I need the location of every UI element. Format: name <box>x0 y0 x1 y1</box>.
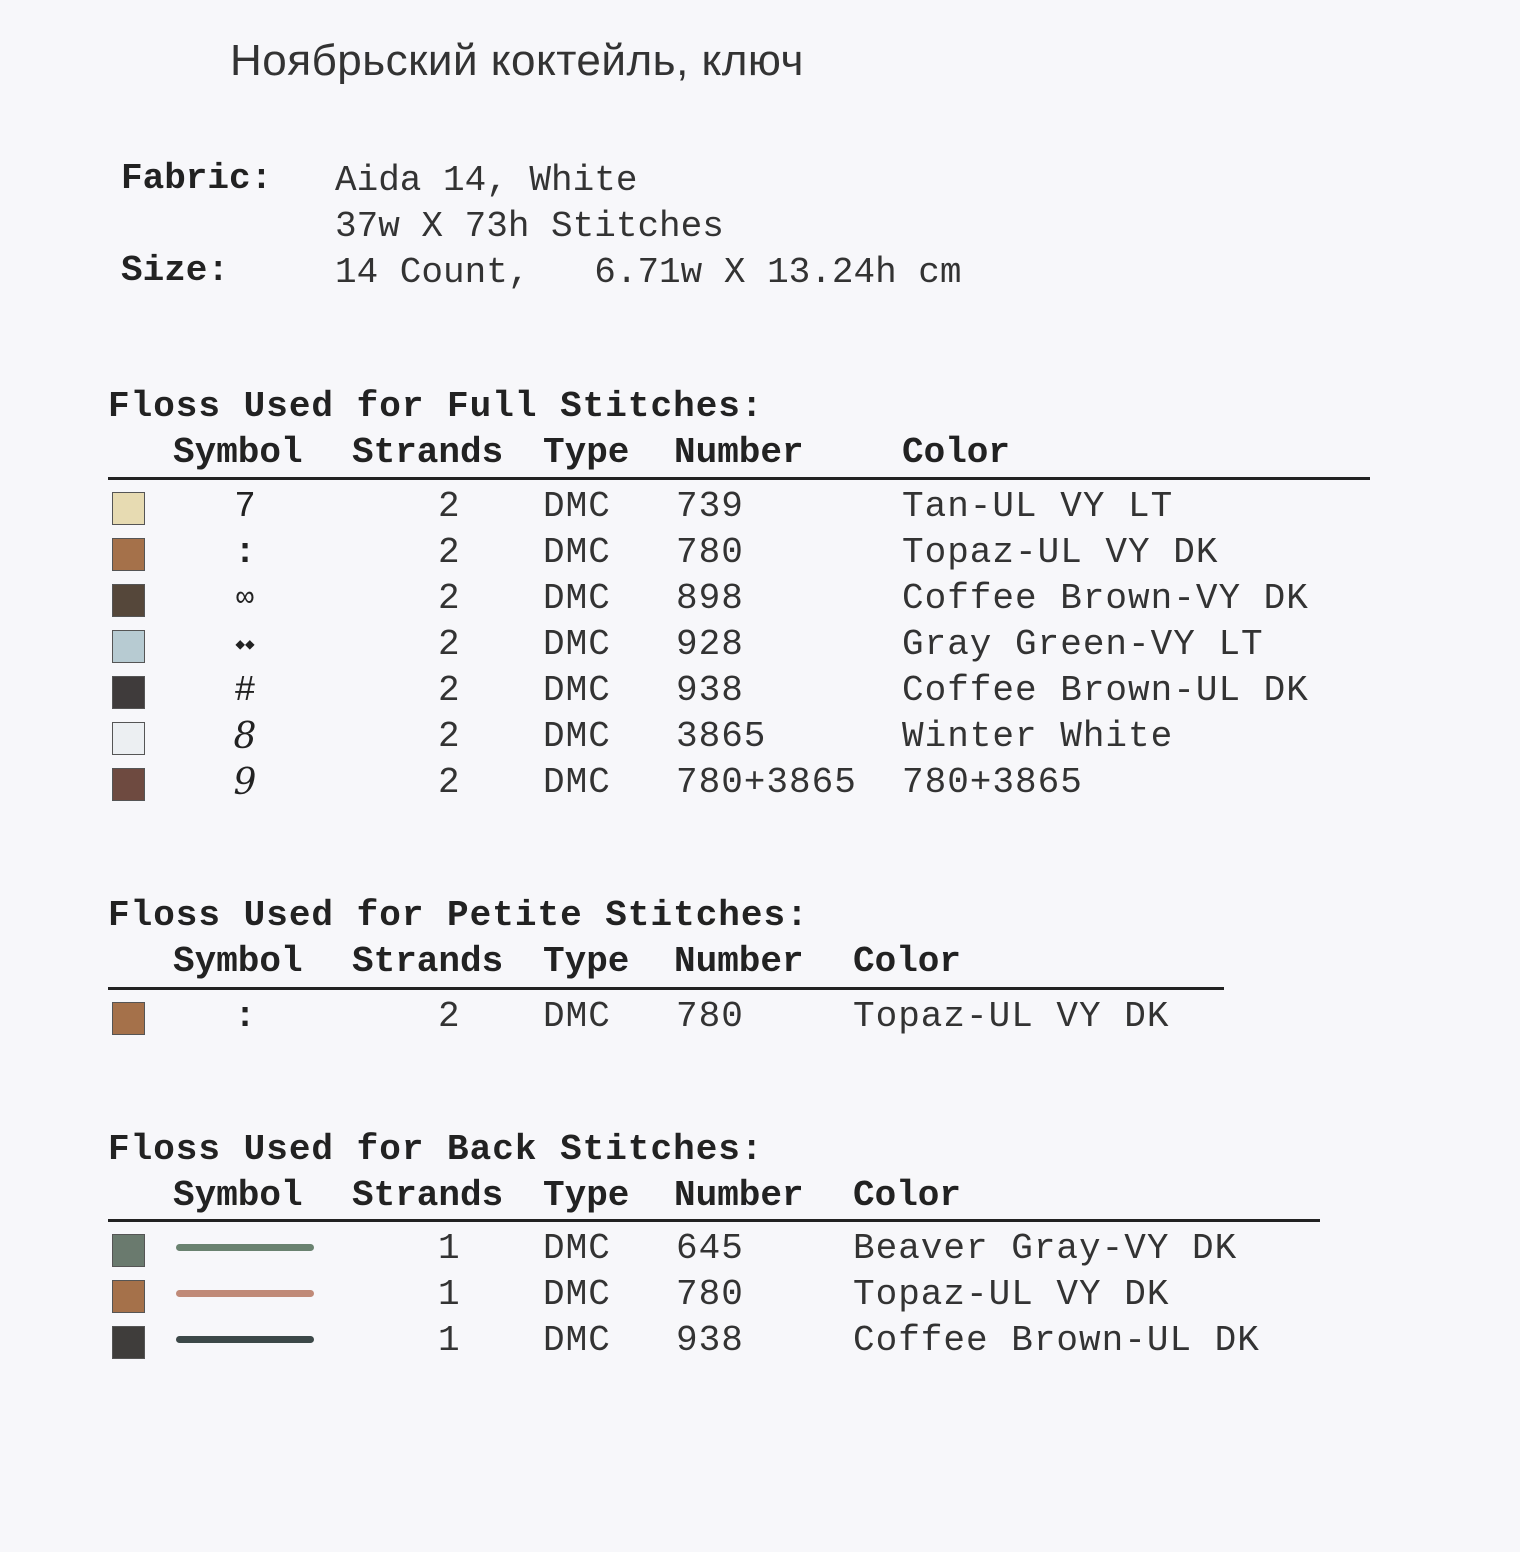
color-swatch <box>112 1280 145 1313</box>
number-value: 739 <box>676 486 744 527</box>
strands-value: 2 <box>438 762 461 803</box>
petite-header-rule <box>108 987 1224 990</box>
table-row <box>0 1272 1520 1318</box>
color-swatch <box>112 584 145 617</box>
table-row <box>0 668 1520 714</box>
type-value: DMC <box>543 532 611 573</box>
strands-value: 2 <box>438 670 461 711</box>
fabric-label: Fabric: <box>121 158 273 199</box>
color-name: Coffee Brown-UL DK <box>853 1320 1260 1361</box>
number-value: 898 <box>676 578 744 619</box>
type-value: DMC <box>543 1274 611 1315</box>
strands-value: 2 <box>438 716 461 757</box>
color-name: 780+3865 <box>902 762 1083 803</box>
color-name: Beaver Gray-VY DK <box>853 1228 1238 1269</box>
backstitch-line-icon <box>176 1244 314 1251</box>
strands-value: 2 <box>438 624 461 665</box>
strands-value: 2 <box>438 996 461 1037</box>
table-row <box>0 530 1520 576</box>
stitch-symbol: : <box>234 996 256 1037</box>
table-row <box>0 1226 1520 1272</box>
full-header-number: Number <box>674 432 804 473</box>
stitch-symbol: # <box>234 670 256 711</box>
number-value: 938 <box>676 1320 744 1361</box>
number-value: 645 <box>676 1228 744 1269</box>
stitch-symbol: 7 <box>234 486 256 527</box>
strands-value: 2 <box>438 532 461 573</box>
petite-header-strands: Strands <box>352 941 504 982</box>
number-value: 928 <box>676 624 744 665</box>
number-value: 780+3865 <box>676 762 857 803</box>
back-header-rule <box>108 1219 1320 1222</box>
back-header-color: Color <box>853 1175 962 1216</box>
color-name: Topaz-UL VY DK <box>853 996 1170 1037</box>
color-swatch <box>112 1002 145 1035</box>
strands-value: 2 <box>438 486 461 527</box>
table-row <box>0 714 1520 760</box>
color-name: Topaz-UL VY DK <box>853 1274 1170 1315</box>
fabric-value: Aida 14, White <box>335 160 638 201</box>
table-row <box>0 576 1520 622</box>
size-label: Size: <box>121 250 230 291</box>
stitch-symbol: ◆◆ <box>235 636 255 654</box>
type-value: DMC <box>543 1228 611 1269</box>
number-value: 780 <box>676 532 744 573</box>
type-value: DMC <box>543 1320 611 1361</box>
color-swatch <box>112 676 145 709</box>
full-header-symbol: Symbol <box>173 432 303 473</box>
strands-value: 1 <box>438 1320 461 1361</box>
number-value: 780 <box>676 1274 744 1315</box>
type-value: DMC <box>543 578 611 619</box>
type-value: DMC <box>543 762 611 803</box>
type-value: DMC <box>543 670 611 711</box>
strands-value: 1 <box>438 1274 461 1315</box>
table-row <box>0 622 1520 668</box>
color-name: Coffee Brown-UL DK <box>902 670 1309 711</box>
back-header-symbol: Symbol <box>173 1175 303 1216</box>
backstitch-line-icon <box>176 1290 314 1297</box>
back-header-number: Number <box>674 1175 804 1216</box>
full-header-color: Color <box>902 432 1011 473</box>
type-value: DMC <box>543 624 611 665</box>
type-value: DMC <box>543 716 611 757</box>
number-value: 3865 <box>676 716 767 757</box>
color-swatch <box>112 630 145 663</box>
color-name: Tan-UL VY LT <box>902 486 1174 527</box>
stitch-symbol: ∞ <box>235 582 254 616</box>
stitch-count: 37w X 73h Stitches <box>335 206 724 247</box>
back-header-strands: Strands <box>352 1175 504 1216</box>
color-name: Coffee Brown-VY DK <box>902 578 1309 619</box>
strands-value: 1 <box>438 1228 461 1269</box>
backstitch-line-icon <box>176 1336 314 1343</box>
color-name: Winter White <box>902 716 1174 757</box>
stitch-symbol: 8 <box>233 716 257 757</box>
full-stitches-title: Floss Used for Full Stitches: <box>108 386 764 427</box>
color-swatch <box>112 538 145 571</box>
color-name: Gray Green-VY LT <box>902 624 1264 665</box>
strands-value: 2 <box>438 578 461 619</box>
color-swatch <box>112 768 145 801</box>
stitch-symbol: : <box>234 532 256 573</box>
size-value: 14 Count, 6.71w X 13.24h cm <box>335 252 962 293</box>
color-name: Topaz-UL VY DK <box>902 532 1219 573</box>
table-row <box>0 484 1520 530</box>
number-value: 938 <box>676 670 744 711</box>
table-row <box>0 994 1520 1040</box>
color-swatch <box>112 1326 145 1359</box>
stitch-symbol: 9 <box>233 762 257 803</box>
full-header-rule <box>108 477 1370 480</box>
petite-stitches-title: Floss Used for Petite Stitches: <box>108 895 809 936</box>
page-title: Ноябрьский коктейль, ключ <box>230 36 804 85</box>
petite-header-color: Color <box>853 941 962 982</box>
full-header-strands: Strands <box>352 432 504 473</box>
back-stitches-title: Floss Used for Back Stitches: <box>108 1129 764 1170</box>
petite-header-type: Type <box>543 941 630 982</box>
color-swatch <box>112 722 145 755</box>
full-header-type: Type <box>543 432 630 473</box>
number-value: 780 <box>676 996 744 1037</box>
back-header-type: Type <box>543 1175 630 1216</box>
color-swatch <box>112 1234 145 1267</box>
type-value: DMC <box>543 486 611 527</box>
table-row <box>0 1318 1520 1364</box>
type-value: DMC <box>543 996 611 1037</box>
petite-header-number: Number <box>674 941 804 982</box>
table-row <box>0 760 1520 806</box>
petite-header-symbol: Symbol <box>173 941 303 982</box>
color-swatch <box>112 492 145 525</box>
